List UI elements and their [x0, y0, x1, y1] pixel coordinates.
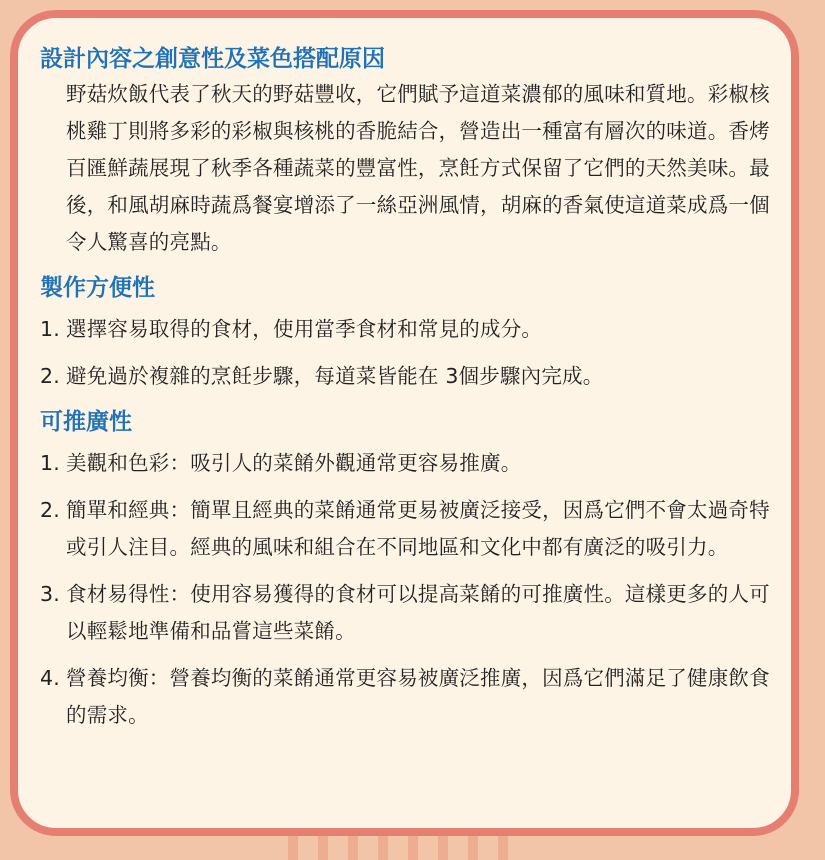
- section-title-promotability: 可推廣性: [40, 409, 132, 435]
- promotability-list: [40, 445, 773, 734]
- list-item-text: 選擇容易取得的食材，使用當季食材和常見的成分。: [66, 317, 543, 341]
- list-item: [40, 660, 773, 734]
- list-item-text: 美觀和色彩：吸引人的菜餚外觀通常更容易推廣。: [66, 451, 522, 475]
- list-item-number: 3.: [40, 582, 60, 606]
- list-item: [40, 358, 773, 395]
- content-card: [10, 10, 799, 836]
- creativity-paragraph: 野菇炊飯代表了秋天的野菇豐收，它們賦予這道菜濃郁的風味和質地。彩椒核桃雞丁則將多彩的彩椒與核桃的香脆結合，營造出一種富有層次的味道。香烤百匯鮮蔬展現了秋季各種蔬菜的豐富性，烹飪方式保留了它們的天然美味。最後，和風胡麻時蔬爲餐宴增添了一絲亞洲風情，胡麻的香氣使這道菜成爲一個令人驚喜的亮點。: [66, 82, 770, 254]
- list-item: [40, 445, 773, 482]
- list-item: [40, 311, 773, 348]
- list-item-number: 2.: [40, 498, 60, 522]
- list-item-text: 食材易得性：使用容易獲得的食材可以提高菜餚的可推廣性。這樣更多的人可以輕鬆地準備和品嘗這些菜餚。: [66, 582, 770, 643]
- list-item-number: 4.: [40, 666, 60, 690]
- list-item: [40, 576, 773, 650]
- list-item-number: 1.: [40, 451, 60, 475]
- list-item-number: 1.: [40, 317, 60, 341]
- list-item: [40, 492, 773, 566]
- section-title-creativity: 設計內容之創意性及菜色搭配原因: [40, 46, 385, 72]
- convenience-list: [40, 311, 773, 395]
- list-item-text: 避免過於複雜的烹飪步驟，每道菜皆能在 3個步驟內完成。: [66, 364, 604, 388]
- section-title-convenience: 製作方便性: [40, 275, 155, 301]
- list-item-text: 簡單和經典：簡單且經典的菜餚通常更易被廣泛接受，因爲它們不會太過奇特或引人注目。經典的風味和組合在不同地區和文化中都有廣泛的吸引力。: [66, 498, 770, 559]
- list-item-text: 營養均衡：營養均衡的菜餚通常更容易被廣泛推廣，因爲它們滿足了健康飲食的需求。: [66, 666, 770, 727]
- list-item-number: 2.: [40, 364, 60, 388]
